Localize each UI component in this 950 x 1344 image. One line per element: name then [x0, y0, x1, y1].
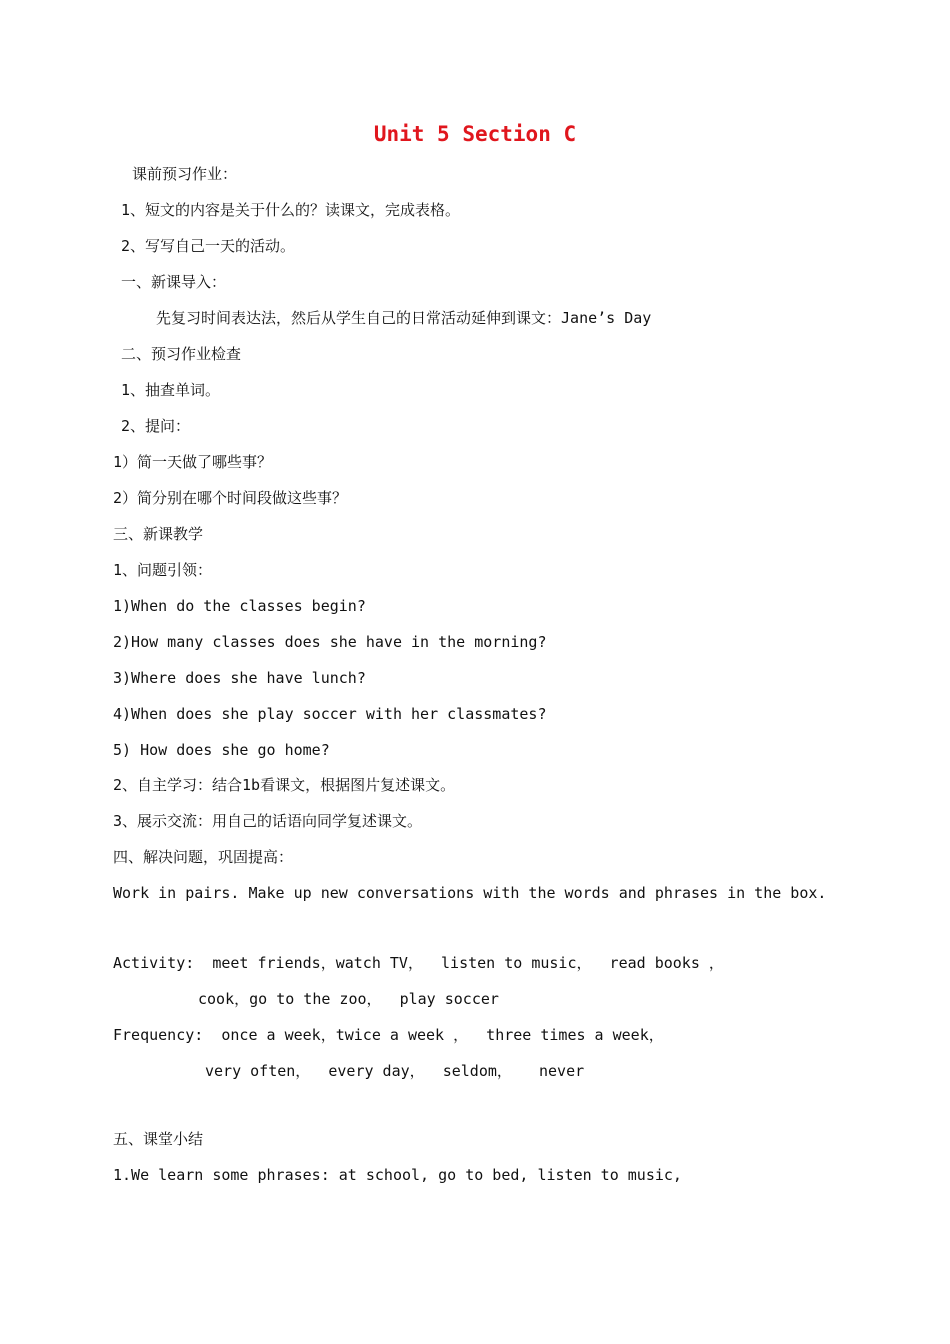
text-line-section-5: 五、课堂小结: [113, 1130, 204, 1148]
text-line-guide: 1、问题引领：: [113, 561, 213, 579]
text-line-question-en-5: 5) How does she go home?: [113, 741, 330, 759]
text-line-question-cn-2: 2）简分别在哪个时间段做这些事？: [113, 489, 348, 507]
document-title: Unit 5 Section C: [373, 122, 577, 146]
text-line-preview-homework: 课前预习作业：: [132, 165, 238, 183]
text-line-section-2: 二、预习作业检查: [121, 345, 242, 363]
text-line-question-en-3: 3)Where does she have lunch?: [113, 669, 366, 687]
text-line-presentation: 3、展示交流：用自己的话语向同学复述课文。: [113, 812, 423, 830]
text-line-homework-1: 1、短文的内容是关于什么的？读课文，完成表格。: [121, 201, 461, 219]
text-line-question-en-2: 2)How many classes does she have in the morning?: [113, 633, 547, 651]
text-line-pair-work: Work in pairs. Make up new conversations with the words and phrases in the box.: [113, 884, 827, 902]
text-line-activity: Activity: meet friends，watch TV， listen to music， read books ，: [113, 954, 724, 972]
text-line-check-1: 1、抽查单词。: [121, 381, 221, 399]
text-line-question-cn-1: 1）简一天做了哪些事？: [113, 453, 273, 471]
text-line-homework-2: 2、写写自己一天的活动。: [121, 237, 296, 255]
text-line-section-1: 一、新课导入：: [121, 273, 227, 291]
text-line-check-2: 2、提问：: [121, 417, 191, 435]
text-line-summary-1: 1.We learn some phrases: at school, go to bed, listen to music,: [113, 1166, 682, 1184]
text-line-intro: 先复习时间表达法，然后从学生自己的日常活动延伸到课文：Jane’s Day: [156, 309, 652, 327]
text-line-section-3: 三、新课教学: [113, 525, 204, 543]
text-line-self-study: 2、自主学习：结合1b看课文，根据图片复述课文。: [113, 776, 456, 794]
text-line-question-en-4: 4)When does she play soccer with her classmates?: [113, 705, 547, 723]
text-line-frequency-cont: very often， every day， seldom， never: [205, 1062, 585, 1080]
text-line-frequency: Frequency: once a week，twice a week ， three times a week，: [113, 1026, 664, 1044]
text-line-activity-cont: cook，go to the zoo， play soccer: [198, 990, 499, 1008]
text-line-question-en-1: 1)When do the classes begin?: [113, 597, 366, 615]
text-line-section-4: 四、解决问题，巩固提高：: [113, 848, 294, 866]
